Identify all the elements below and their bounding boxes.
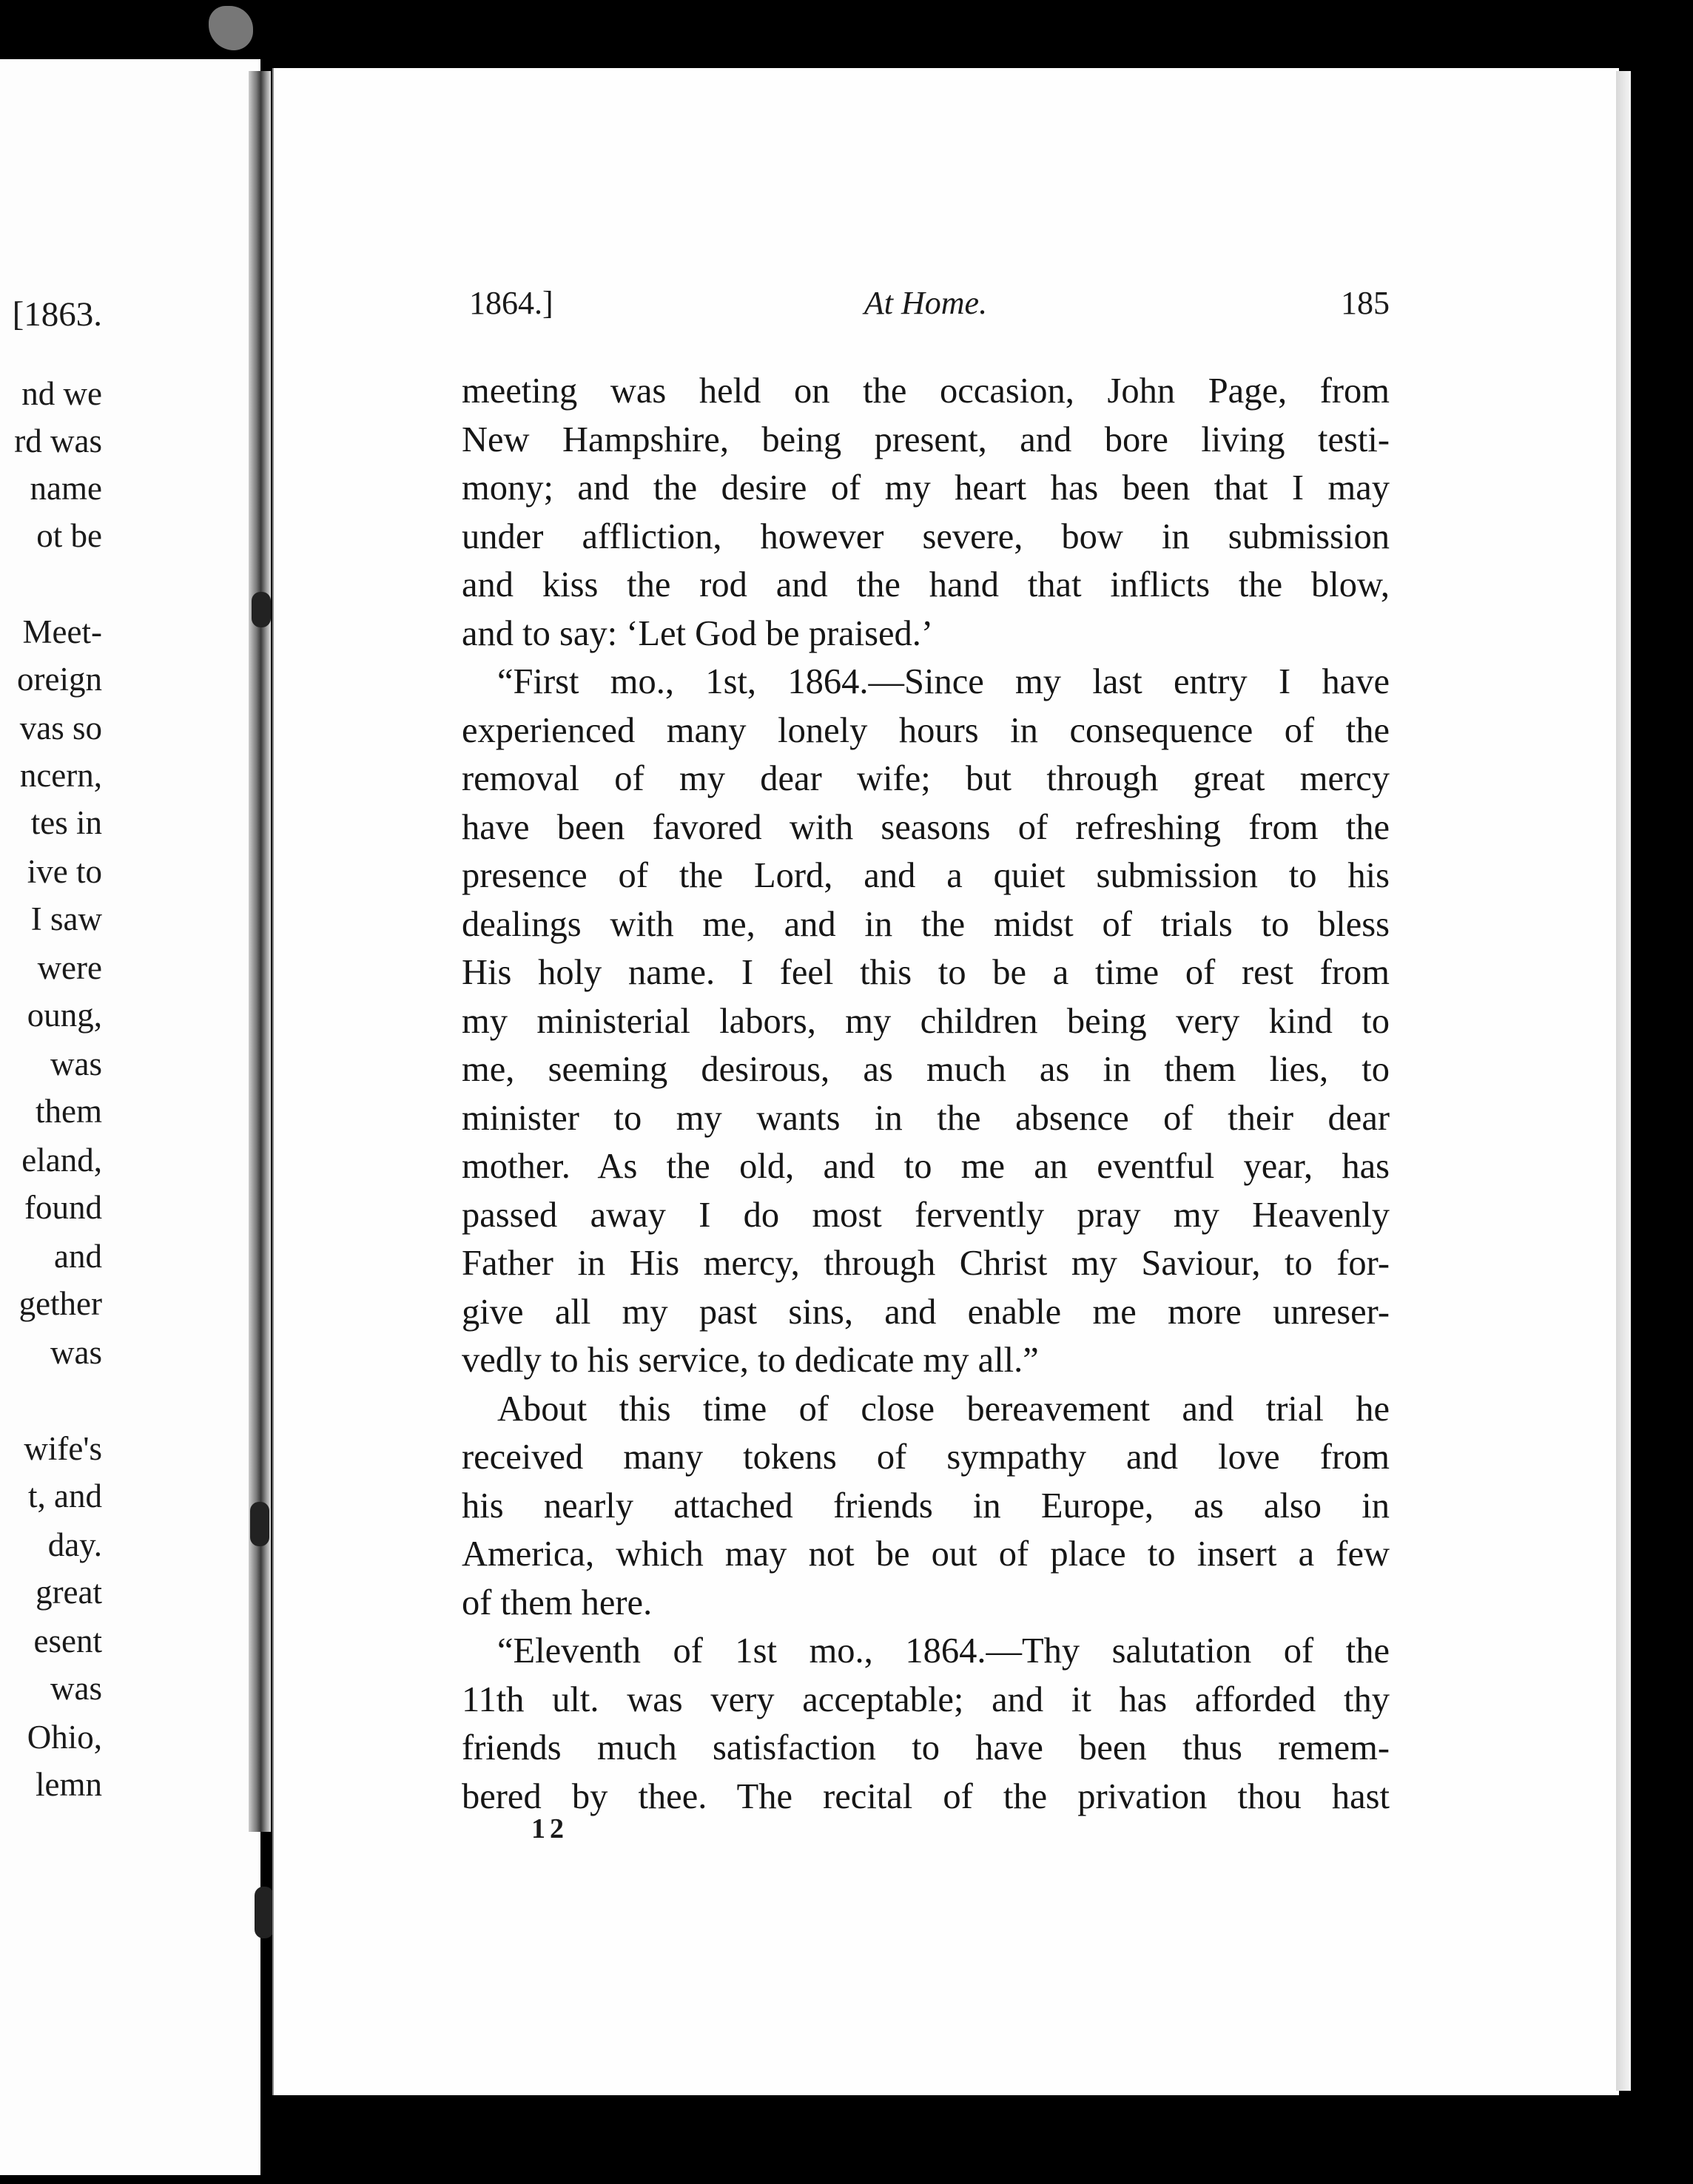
text-line: his nearly attached friends in Europe, as also in	[462, 1486, 1390, 1526]
text-line: America, which may not be out of place to insert a few	[462, 1534, 1390, 1574]
text-line: received many tokens of sympathy and love from	[462, 1438, 1390, 1477]
left-fragment: day.	[47, 1526, 102, 1563]
left-fragment: found	[24, 1189, 102, 1226]
text-line: mother. As the old, and to me an eventful year, has	[462, 1147, 1390, 1186]
left-fragment: lemn	[36, 1766, 102, 1803]
header-title: At Home.	[864, 285, 988, 321]
text-line: meeting was held on the occasion, John Page, from	[462, 371, 1390, 411]
left-fragment: I saw	[30, 900, 102, 937]
left-fragment: Ohio,	[27, 1719, 102, 1756]
left-fragment: t, and	[28, 1477, 102, 1514]
text-line: 11th ult. was very acceptable; and it has afforded thy	[462, 1679, 1390, 1719]
page-edge	[1616, 71, 1631, 2091]
page-number: 185	[1341, 285, 1390, 321]
text-line: have been favored with seasons of refreshing from the	[462, 807, 1390, 847]
text-line: and kiss the rod and the hand that inflicts the blow,	[462, 565, 1390, 604]
left-page	[0, 59, 260, 2175]
left-fragment: eland,	[21, 1142, 102, 1179]
left-fragment: and	[54, 1238, 102, 1275]
left-fragment: great	[36, 1574, 102, 1611]
text-line: of them here.	[462, 1583, 653, 1622]
book-gutter	[249, 71, 271, 1832]
left-fragment: ncern,	[19, 757, 102, 794]
left-fragment: ot be	[36, 517, 102, 554]
text-line: His holy name. I feel this to be a time of rest from	[462, 953, 1390, 992]
left-fragment: was	[50, 1045, 102, 1082]
left-fragment: vas so	[19, 710, 102, 746]
left-fragment: oung,	[27, 997, 102, 1034]
left-fragment: ive to	[27, 853, 102, 890]
text-line: minister to my wants in the absence of their dear	[462, 1098, 1390, 1138]
text-line: passed away I do most fervently pray my Heavenly	[462, 1195, 1390, 1235]
text-line: “Eleventh of 1st mo., 1864.—Thy salutation of the	[497, 1631, 1390, 1671]
left-fragment: oreign	[17, 661, 102, 698]
binding-thread-mark	[250, 1502, 269, 1546]
body-text	[462, 367, 1390, 1821]
left-fragment: name	[30, 470, 102, 507]
text-line: mony; and the desire of my heart has been that I may	[462, 468, 1390, 508]
text-line: give all my past sins, and enable me more unreser-	[462, 1292, 1390, 1332]
header-year: 1864.]	[469, 285, 553, 321]
left-page-text-fragments	[9, 59, 260, 2175]
left-fragment: esent	[33, 1622, 102, 1659]
left-fragment: Meet-	[22, 613, 102, 650]
text-line: Father in His mercy, through Christ my Saviour, to for-	[462, 1244, 1390, 1283]
left-fragment: were	[37, 949, 102, 986]
left-fragment: [1863.	[12, 295, 102, 334]
left-fragment: wife's	[24, 1430, 102, 1467]
text-line: removal of my dear wife; but through great mercy	[462, 759, 1390, 798]
text-line: me, seeming desirous, as much as in them lies, to	[462, 1050, 1390, 1089]
binding-thread-mark	[255, 1887, 274, 1938]
text-line: under affliction, however severe, bow in submission	[462, 516, 1390, 556]
scan-blemish	[209, 6, 253, 50]
left-fragment: was	[50, 1334, 102, 1371]
text-line: my ministerial labors, my children being very kind to	[462, 1001, 1390, 1041]
left-fragment: tes in	[30, 804, 102, 841]
running-header	[462, 284, 1390, 328]
signature-mark: 12	[531, 1813, 568, 1844]
left-fragment: gether	[18, 1285, 102, 1322]
left-fragment: was	[50, 1670, 102, 1707]
text-line: presence of the Lord, and a quiet submission to his	[462, 856, 1390, 895]
left-fragment: nd we	[21, 375, 102, 412]
text-line: “First mo., 1st, 1864.—Since my last entry I have	[497, 662, 1390, 701]
text-line: vedly to his service, to dedicate my all.”	[462, 1341, 1039, 1380]
left-fragment: them	[36, 1093, 102, 1130]
left-fragment: rd was	[14, 422, 102, 459]
text-line: experienced many lonely hours in consequence of the	[462, 710, 1390, 750]
text-line: friends much satisfaction to have been thus remem-	[462, 1728, 1390, 1767]
text-line: dealings with me, and in the midst of trials to bless	[462, 904, 1390, 944]
text-line: New Hampshire, being present, and bore living testi-	[462, 419, 1390, 459]
text-line: and to say: ‘Let God be praised.’	[462, 613, 934, 653]
text-line: bered by thee. The recital of the privation thou hast	[462, 1776, 1390, 1816]
text-line: About this time of close bereavement and trial he	[497, 1389, 1390, 1429]
binding-thread-mark	[252, 592, 271, 627]
